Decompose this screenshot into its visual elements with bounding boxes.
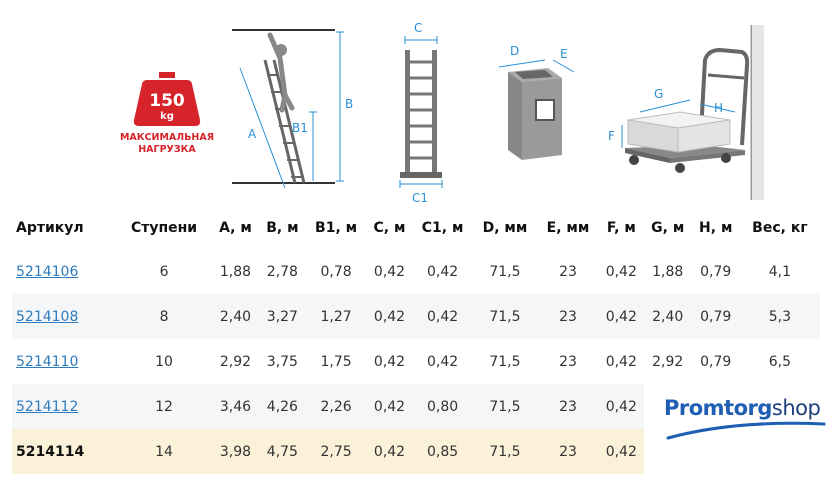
label-g: G: [654, 87, 664, 101]
cell: 4,75: [259, 429, 306, 474]
cell: 23: [559, 263, 577, 280]
cell: 4,1: [768, 263, 792, 280]
cell: 0,79: [700, 263, 732, 280]
cell: 0,42: [366, 294, 412, 339]
cell: 2,92: [219, 353, 252, 370]
cell: 0,42: [599, 429, 644, 474]
cell: 0,42: [599, 384, 644, 429]
promtorgshop-logo: [664, 396, 834, 444]
cell: 2,78: [266, 263, 298, 280]
header-h: H, м: [699, 220, 733, 236]
cell: 0,42: [427, 263, 459, 280]
label-e: E: [560, 47, 568, 61]
cell: 71,5: [489, 263, 521, 280]
table-row: [12, 249, 820, 294]
table-row: [12, 339, 820, 384]
cell: 1,88: [219, 263, 252, 280]
cell: 0,42: [427, 353, 459, 370]
cell: 10: [155, 353, 173, 370]
cell: 3,98: [212, 429, 259, 474]
cell: 0,79: [692, 294, 740, 339]
cell: 0,42: [373, 263, 406, 280]
cell: 0,42: [366, 384, 412, 429]
header-b: B, м: [266, 220, 299, 236]
label-d: D: [510, 44, 520, 58]
cell: 12: [116, 384, 212, 429]
cell: 23: [537, 294, 599, 339]
label-f: F: [608, 129, 615, 143]
header-weight: Вес, кг: [752, 220, 808, 236]
header-d: D, мм: [482, 220, 528, 236]
cell: 0,80: [413, 384, 473, 429]
sku-link-5214106[interactable]: 5214106: [16, 263, 79, 280]
cell: 1,27: [306, 294, 367, 339]
cell: 0,42: [605, 263, 637, 280]
label-b1: B1: [292, 121, 308, 135]
cell: 8: [116, 294, 212, 339]
max-load-label: [102, 132, 232, 156]
cell: 2,92: [652, 353, 684, 370]
cell: 0,42: [366, 429, 412, 474]
header-c: C, м: [373, 220, 406, 236]
header-b1: B1, м: [315, 220, 358, 236]
label-b: B: [345, 97, 354, 111]
cell: 6: [159, 263, 169, 280]
max-load-label-line2: НАГРУЗКА: [138, 144, 196, 155]
cell: 0,42: [413, 294, 473, 339]
header-c1: C1, м: [421, 220, 464, 236]
cell: 71,5: [473, 384, 538, 429]
table-header-row: [12, 207, 820, 249]
cell: 6,5: [768, 353, 792, 370]
header-f: F, м: [606, 220, 636, 236]
weight-icon: [112, 70, 222, 130]
cell: 2,75: [306, 429, 367, 474]
header-steps: Ступени: [130, 220, 198, 236]
cell: 0,85: [413, 429, 473, 474]
table-row: [12, 294, 820, 339]
cell: 23: [537, 384, 599, 429]
cell: 3,75: [266, 353, 298, 370]
header-a: A, м: [219, 220, 252, 236]
cell: 0,42: [605, 353, 637, 370]
cell: 4,26: [259, 384, 306, 429]
logo-part2: shop: [771, 396, 821, 420]
profile-diagram: [400, 21, 442, 205]
logo-text: [664, 396, 834, 420]
sku-link-5214112[interactable]: 5214112: [16, 398, 79, 415]
label-a: A: [248, 127, 257, 141]
cell: 71,5: [473, 294, 538, 339]
ladder-diagram: [232, 30, 353, 188]
logo-part1: Promtorg: [664, 396, 772, 420]
sku-link-5214108[interactable]: 5214108: [16, 308, 79, 325]
max-load-label-line1: МАКСИМАЛЬНАЯ: [119, 132, 215, 143]
load-unit: kg: [160, 111, 174, 122]
cell: 1,75: [320, 353, 352, 370]
label-c: C: [414, 21, 423, 35]
load-value: 150: [149, 91, 185, 111]
cell: 2,26: [306, 384, 367, 429]
label-c1: C1: [412, 191, 429, 205]
header-e: E, мм: [546, 220, 590, 236]
cell: 0,42: [373, 353, 406, 370]
cell: 14: [116, 429, 212, 474]
header-g: G, м: [651, 220, 685, 236]
cell: 71,5: [473, 429, 538, 474]
label-h: H: [714, 101, 724, 115]
cell: 5,3: [740, 294, 820, 339]
box-diagram: [499, 44, 574, 160]
cell: 0,42: [599, 294, 644, 339]
cell: 71,5: [489, 353, 521, 370]
cell: 2,40: [644, 294, 692, 339]
cell: 3,27: [259, 294, 306, 339]
cell: 2,40: [212, 294, 259, 339]
logo-swoosh-icon: [664, 420, 834, 442]
cart-diagram: [608, 25, 764, 200]
cell: 23: [559, 353, 577, 370]
dimension-diagrams: [0, 0, 840, 215]
header-sku: Артикул: [16, 220, 84, 236]
cell: 23: [537, 429, 599, 474]
cell: 3,46: [212, 384, 259, 429]
cell: 0,79: [700, 353, 732, 370]
sku-current: 5214114: [12, 429, 116, 474]
cell: 0,78: [320, 263, 352, 280]
sku-link-5214110[interactable]: 5214110: [16, 353, 79, 370]
cell: 1,88: [652, 263, 684, 280]
